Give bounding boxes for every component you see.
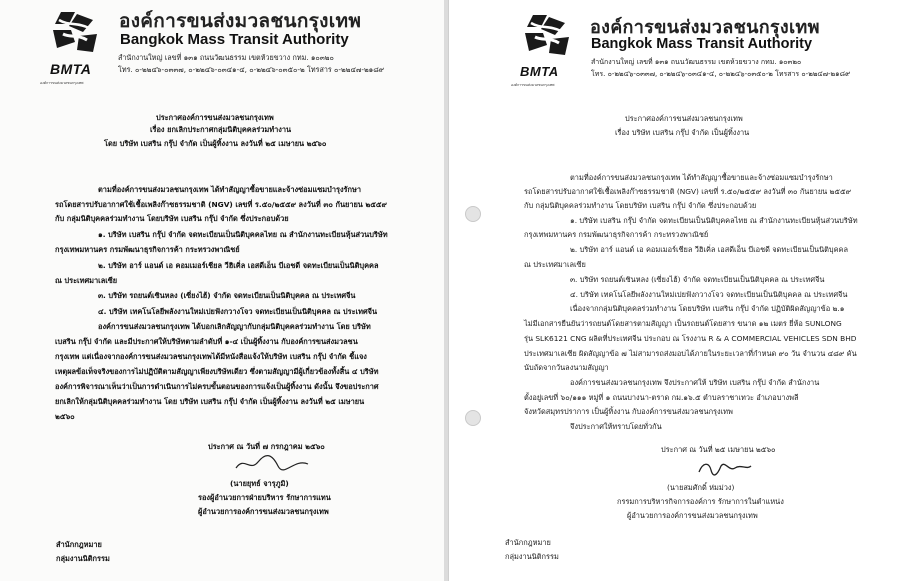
punch-hole-icon — [465, 206, 481, 222]
body-line: กับ กลุ่มนิติบุคคลร่วมทำงาน โดยบริษัท เบสริน กรุ๊ป จำกัด ซึ่งประกอบด้วย — [524, 201, 757, 210]
body-line: องค์การขนส่งมวลชนกรุงเทพ ได้บอกเลิกสัญญากับกลุ่มนิติบุคคลร่วมทำงาน โดย บริษัท — [98, 322, 371, 331]
org-address: สำนักงานใหญ่ เลขที่ ๑๓๑ ถนนวัฒนธรรม เขตห้วยขวาง กทม. ๑๐๓๒๐ — [591, 58, 802, 66]
body-line: กรุงเทพมหานคร กรมพัฒนาธุรกิจการค้า กระทรวงพาณิชย์ — [524, 230, 709, 239]
body-line: ๓. บริษัท รถยนต์เซินหลง (เซี่ยงไฮ้) จำกัด จดทะเบียนเป็นนิติบุคคล ณ ประเทศจีน — [570, 275, 825, 284]
body-line: เบสริน กรุ๊ป จำกัด และมีประกาศให้บริษัทตามลำดับที่ ๑-๔ เป็นผู้ทิ้งงาน กับองค์การขนส่งมวลชน — [55, 337, 358, 346]
org-phone: โทร. ๐-๒๒๔๖-๐๓๓๗, ๐-๒๒๔๖-๐๓๔๑-๔, ๐-๒๒๔๖-๐๓๕๐-๒ โทรสาร ๐-๒๒๔๗-๒๑๘๙ — [118, 65, 385, 74]
signer-title: รองผู้อำนวยการฝ่ายบริหาร รักษาการแทน — [198, 493, 331, 502]
signature-image — [232, 452, 312, 478]
body-line: จังหวัดสมุทรปราการ เป็นผู้ทิ้งงาน กับองค์การขนส่งมวลชนกรุงเทพ — [524, 407, 733, 416]
org-name-thai: องค์การขนส่งมวลชนกรุงเทพ — [119, 10, 362, 32]
footer-section: กลุ่มงานนิติกรรม — [505, 552, 559, 561]
body-line: ๑. บริษัท เบสริน กรุ๊ป จำกัด จดทะเบียนเป็นนิติบุคคลไทย ณ สำนักงานทะเบียนหุ้นส่วนบริษัท — [570, 216, 858, 225]
body-line: ๔. บริษัท เทคโนโลยีพลังงานใหม่เปยฟังกวางโจว จดทะเบียนเป็นนิติบุคคล ณ ประเทศจีน — [570, 290, 848, 299]
logo-caption: องค์การขนส่งมวลชนกรุงเทพ — [40, 81, 84, 85]
body-line: ๒๕๖๐ — [55, 412, 75, 421]
org-name-thai: องค์การขนส่งมวลชนกรุงเทพ — [590, 17, 820, 38]
body-line: ๔. บริษัท เทคโนโลยีพลังงานใหม่เปยฟังกวางโจว จดทะเบียนเป็นนิติบุคคล ณ ประเทศจีน — [98, 307, 378, 316]
heading-line: ประกาศองค์การขนส่งมวลชนกรุงเทพ — [625, 114, 743, 123]
body-line: เหตุผลข้อเท็จจริงของการไม่ปฏิบัติตามสัญญาเพียงบริษัทเดียว ซึ่งตามสัญญามีผู้เกี่ยวข้องทั้งสิ้น ๔ บริษัท — [55, 367, 379, 376]
footer-section: กลุ่มงานนิติกรรม — [56, 554, 110, 563]
bmta-logo-icon — [47, 8, 103, 60]
body-line: ณ ประเทศมาเลเซีย — [524, 260, 586, 269]
heading-line: เรื่อง ยกเลิกประกาศกลุ่มนิติบุคคลร่วมทำงาน — [150, 125, 292, 134]
org-address: สำนักงานใหญ่ เลขที่ ๑๓๑ ถนนวัฒนธรรม เขตห้วยขวาง กทม. ๑๐๓๒๐ — [118, 53, 334, 62]
body-line: ๒. บริษัท อาร์ แอนด์ เอ คอมเมอร์เชียล วีฮิเคิ่ล เอสดีเอ็น บีเอชดี จดทะเบียนเป็นนิติบุคคล — [98, 261, 379, 270]
body-line: ๓. บริษัท รถยนต์เซินหลง (เซี่ยงไฮ้) จำกัด จดทะเบียนเป็นนิติบุคคล ณ ประเทศจีน — [98, 291, 356, 300]
body-line: กับ กลุ่มนิติบุคคลร่วมทำงาน โดยบริษัท เบสริน กรุ๊ป จำกัด ซึ่งประกอบด้วย — [55, 214, 289, 223]
body-line: ๑. บริษัท เบสริน กรุ๊ป จำกัด จดทะเบียนเป็นนิติบุคคลไทย ณ สำนักงานทะเบียนหุ้นส่วนบริษัท — [98, 230, 388, 239]
body-line: นับถัดจากวันลงนามสัญญา — [524, 363, 609, 372]
body-line: ประเทศมาเลเซีย ผิดสัญญาข้อ ๗ ไม่สามารถส่งมอบได้ภายในระยะเวลาที่กำหนด ๙๐ วัน จำนวน ๔๘๙ คัน — [524, 349, 857, 358]
body-line: รถโดยสารปรับอากาศใช้เชื้อเพลิงก๊าซธรรมชาติ (NGV) เลขที่ ร.๕๐/๒๕๕๙ ลงวันที่ ๓๐ กันยายน ๒๕๕๙ — [524, 187, 852, 196]
document-right — [448, 0, 919, 581]
logo-text: BMTA — [50, 61, 92, 77]
announce-date: ประกาศ ณ วันที่ ๒๕ เมษายน ๒๕๖๐ — [661, 445, 776, 454]
logo-text: BMTA — [520, 64, 559, 79]
body-line: จึงประกาศให้ทราบโดยทั่วกัน — [570, 422, 662, 431]
signature-image — [695, 456, 755, 482]
body-line: ตามที่องค์การขนส่งมวลชนกรุงเทพ ได้ทำสัญญาซื้อขายและจ้างซ่อมแซมบำรุงรักษา — [570, 173, 833, 182]
org-name-english: Bangkok Mass Transit Authority — [591, 36, 813, 52]
body-line: รุ่น SLK6121 CNG ผลิตที่ประเทศจีน ประกอบ ณ โรงงาน R & A COMMERCIAL VEHICLES SDN BHD — [524, 334, 857, 343]
signer-name: (นายสมศักดิ์ ห่มม่วง) — [667, 483, 735, 492]
body-line: ๒. บริษัท อาร์ แอนด์ เอ คอมเมอร์เชียล วีฮิเคิ่ล เอสดีเอ็น บีเอชดี จดทะเบียนเป็นนิติบุคคล — [570, 245, 849, 254]
body-line: ตั้งอยู่เลขที่ ๖๐/๑๑๑ หมู่ที่ ๑ ถนนบางนา-ตราด กม.๑๖.๕ ตำบลราชาเทวะ อำเภอบางพลี — [524, 393, 799, 402]
signer-title: ผู้อำนวยการองค์การขนส่งมวลชนกรุงเทพ — [627, 511, 758, 520]
body-line: ไม่มีเอกสารยืนยันว่ารถยนต์โดยสารตามสัญญา เป็นรถยนต์โดยสาร ขนาด ๑๒ เมตร ยี่ห้อ SUNLONG — [524, 319, 842, 328]
signer-title: ผู้อำนวยการองค์การขนส่งมวลชนกรุงเทพ — [198, 507, 329, 516]
org-phone: โทร. ๐-๒๒๔๖-๐๓๓๗, ๐-๒๒๔๖-๐๓๔๑-๔, ๐-๒๒๔๖-๐๓๕๐-๒ โทรสาร ๐-๒๒๔๗-๒๑๘๙ — [591, 70, 851, 78]
footer-department: สำนักกฎหมาย — [56, 540, 102, 549]
heading-line: ประกาศองค์การขนส่งมวลชนกรุงเทพ — [156, 113, 274, 122]
announce-date: ประกาศ ณ วันที่ ๗ กรกฎาคม ๒๕๖๐ — [208, 442, 325, 451]
heading-line: เรื่อง บริษัท เบสริน กรุ๊ป จำกัด เป็นผู้ทิ้งงาน — [615, 128, 750, 137]
org-name-english: Bangkok Mass Transit Authority — [120, 31, 349, 48]
signer-name: (นายยุทธ์ จารุภูมิ) — [230, 479, 289, 488]
body-line: ณ ประเทศมาเลเซีย — [55, 276, 118, 285]
document-left — [0, 0, 444, 581]
punch-hole-icon — [465, 410, 481, 426]
body-line: ยกเลิกให้กลุ่มนิติบุคคลร่วมทำงาน โดย บริษัท เบสริน กรุ๊ป จำกัด เป็นผู้ทิ้งงาน ลงวันที่ ๒๕ เมษายน — [55, 397, 365, 406]
bmta-logo-icon — [519, 11, 575, 63]
logo-caption: องค์การขนส่งมวลชนกรุงเทพ — [511, 83, 555, 87]
body-line: องค์การพิจารณาเห็นว่าเป็นการดำเนินการไม่ครบขั้นตอนของการแจ้งเป็นผู้ทิ้งงาน ดังนั้น จึงขอประกาศ — [55, 382, 379, 391]
body-line: ตามที่องค์การขนส่งมวลชนกรุงเทพ ได้ทำสัญญาซื้อขายและจ้างซ่อมแซมบำรุงรักษา — [98, 185, 362, 194]
body-line: องค์การขนส่งมวลชนกรุงเทพ จึงประกาศให้ บริษัท เบสริน กรุ๊ป จำกัด สำนักงาน — [570, 378, 820, 387]
body-line: รถโดยสารปรับอากาศใช้เชื้อเพลิงก๊าซธรรมชาติ (NGV) เลขที่ ร.๕๐/๒๕๕๙ ลงวันที่ ๓๐ กันยายน ๒๕๕๙ — [55, 200, 387, 209]
signer-title: กรรมการบริหารกิจการองค์การ รักษาการในตำแหน่ง — [617, 497, 784, 506]
body-line: เนื่องจากกลุ่มนิติบุคคลร่วมทำงาน โดยบริษัท เบสริน กรุ๊ป จำกัด ปฏิบัติผิดสัญญาข้อ ๒.๑ — [570, 304, 845, 313]
footer-department: สำนักกฎหมาย — [505, 538, 551, 547]
body-line: กรุงเทพมหานคร กรมพัฒนาธุรกิจการค้า กระทรวงพาณิชย์ — [55, 245, 240, 254]
heading-line: โดย บริษัท เบสริน กรุ๊ป จำกัด เป็นผู้ทิ้งงาน ลงวันที่ ๒๕ เมษายน ๒๕๖๐ — [104, 139, 327, 148]
body-line: กรุงเทพ แต่เนื่องจากองค์การขนส่งมวลชนกรุงเทพได้มีหนังสือแจ้งให้บริษัท เบสริน กรุ๊ป จำกัด ชี้แจง — [55, 352, 367, 361]
